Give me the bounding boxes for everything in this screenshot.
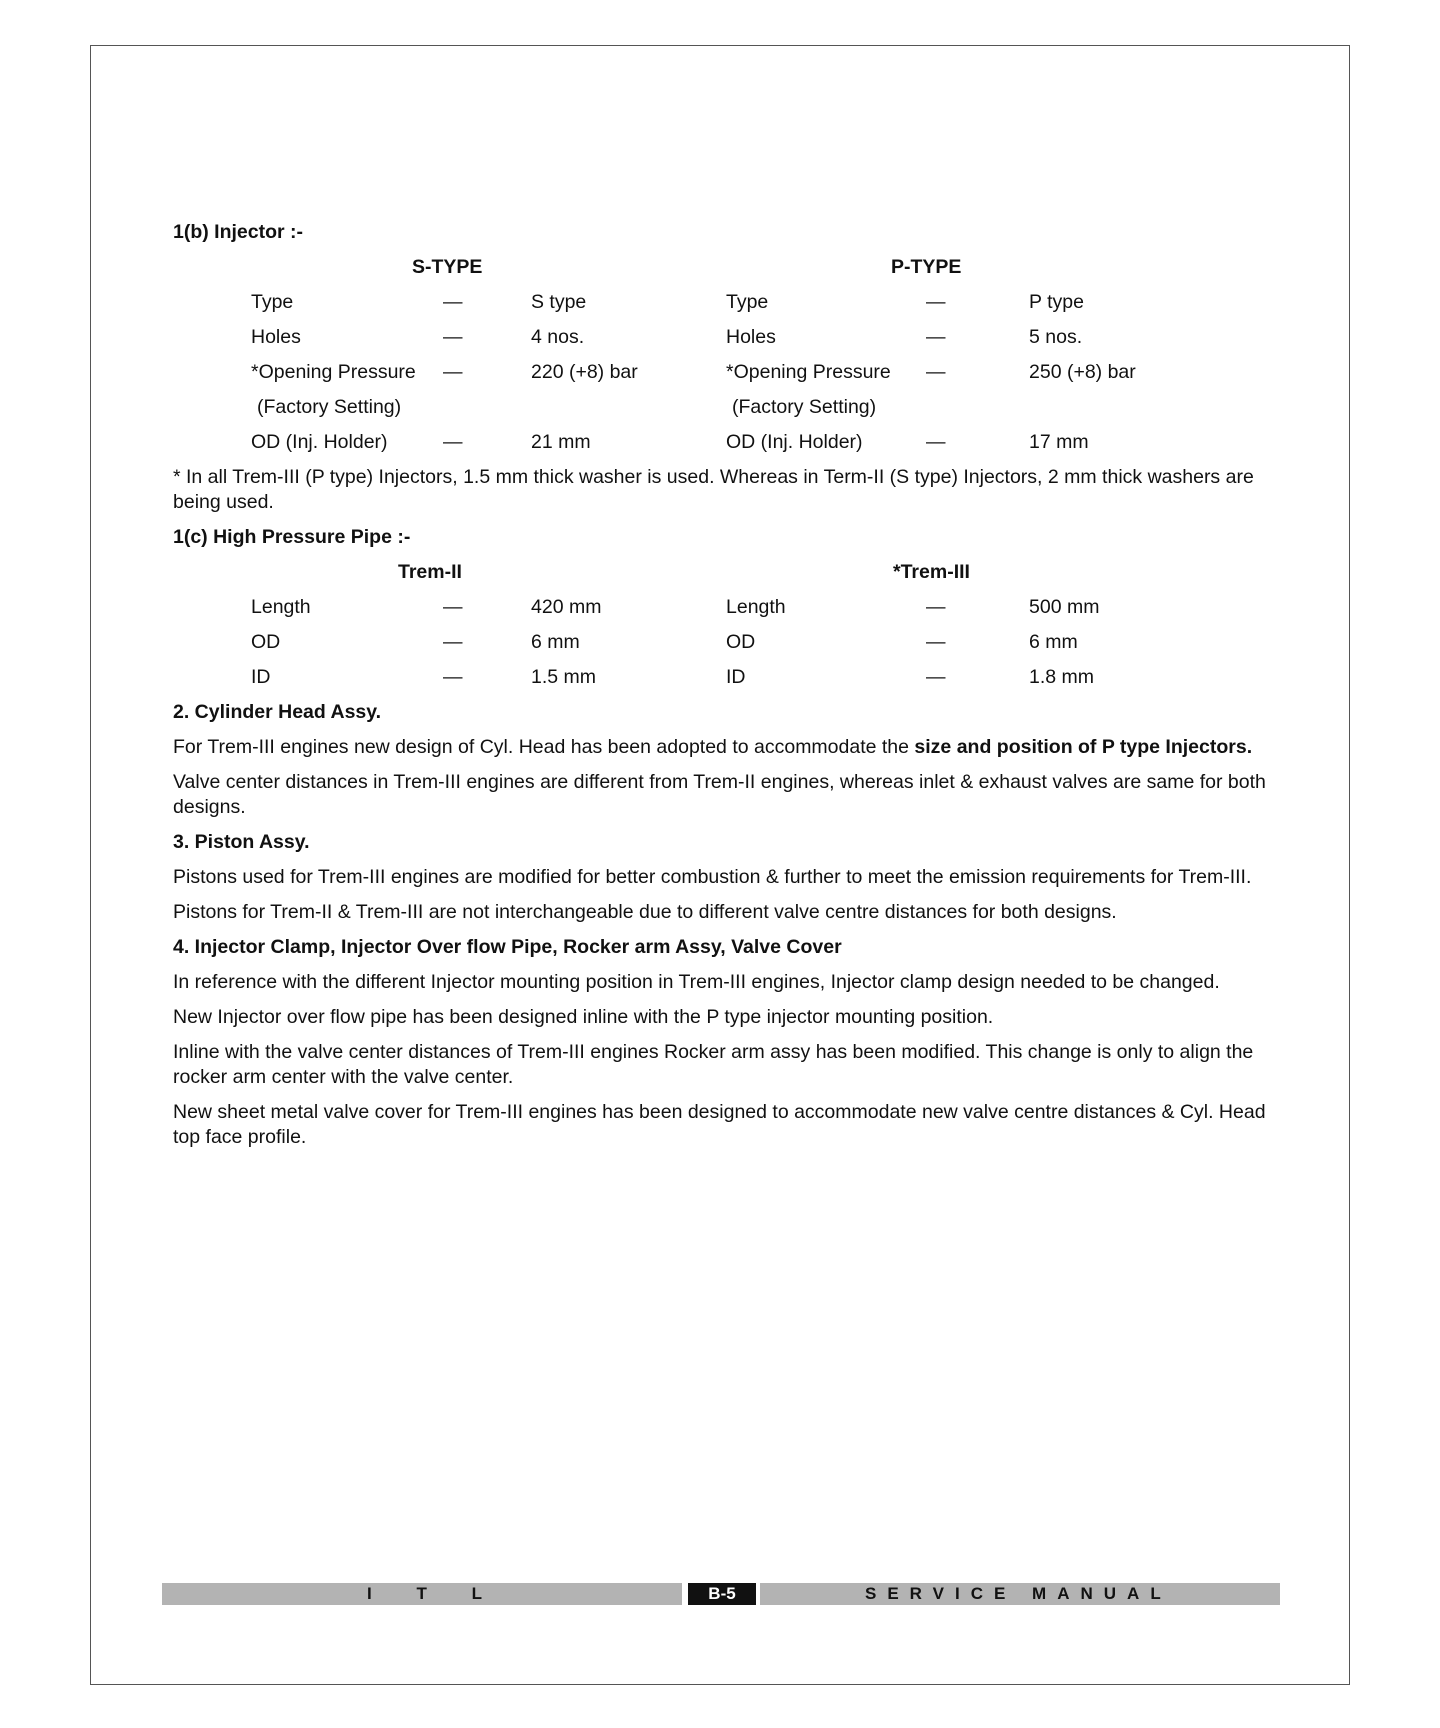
- cylinder-head-p1-bold: size and position of P type Injectors.: [914, 736, 1253, 758]
- injector-clamp-paragraph-1: In reference with the different Injector mounting position in Trem-III engines, Injector clamp design needed to be changed.: [173, 971, 1220, 993]
- p-label: Holes: [726, 326, 776, 348]
- p-value: 17 mm: [1029, 431, 1089, 453]
- dash: —: [443, 361, 463, 383]
- dash: —: [443, 326, 463, 348]
- table-row: [173, 430, 1273, 465]
- p-label: OD (Inj. Holder): [726, 431, 863, 453]
- p-type-header: P-TYPE: [891, 256, 962, 278]
- p-value: 5 nos.: [1029, 326, 1083, 348]
- s-label: (Factory Setting): [257, 396, 402, 418]
- cylinder-head-heading: 2. Cylinder Head Assy.: [173, 701, 382, 723]
- l-value: 6 mm: [531, 631, 580, 653]
- s-value: S type: [531, 291, 587, 313]
- table-row: [173, 595, 1273, 630]
- injector-clamp-heading: 4. Injector Clamp, Injector Over flow Pipe, Rocker arm Assy, Valve Cover: [173, 936, 842, 958]
- cylinder-head-p1-text: For Trem-III engines new design of Cyl. Head has been adopted to accommodate the: [173, 736, 915, 758]
- s-value: 21 mm: [531, 431, 591, 453]
- dash: —: [926, 326, 946, 348]
- hp-pipe-spec-table: [173, 560, 1273, 700]
- s-value: 4 nos.: [531, 326, 585, 348]
- s-label: Type: [251, 291, 294, 313]
- footer-letter: L: [471, 1584, 482, 1603]
- l-label: OD: [251, 631, 281, 653]
- table-row: [173, 630, 1273, 665]
- l-label: Length: [251, 596, 311, 618]
- r-value: 1.8 mm: [1029, 666, 1095, 688]
- injector-type-headers: [173, 255, 1273, 290]
- footer-company-letters: [367, 1584, 522, 1604]
- table-row: [173, 395, 1273, 430]
- s-label: Holes: [251, 326, 301, 348]
- footer-letter: T: [416, 1584, 427, 1603]
- p-value: P type: [1029, 291, 1084, 313]
- page-content: [173, 220, 1273, 1160]
- p-label: (Factory Setting): [732, 396, 877, 418]
- dash: —: [926, 596, 946, 618]
- page-footer: [162, 1583, 1280, 1605]
- footer-manual-label: SERVICE MANUAL: [865, 1584, 1172, 1603]
- s-type-header: S-TYPE: [412, 256, 483, 278]
- injector-washer-note: * In all Trem-III (P type) Injectors, 1.5 mm thick washer is used. Whereas in Term-II (S type) Injectors, 2 mm thick washers are being used.: [173, 466, 1254, 513]
- dash: —: [443, 666, 463, 688]
- cylinder-head-paragraph-2: Valve center distances in Trem-III engines are different from Trem-II engines, whereas inlet & exhaust valves are same for both designs.: [173, 771, 1266, 818]
- trem-ii-header: Trem-II: [398, 561, 462, 583]
- footer-letter: I: [367, 1584, 372, 1603]
- injector-spec-table: [173, 255, 1273, 465]
- footer-left-band: [162, 1583, 682, 1605]
- injector-clamp-paragraph-3: Inline with the valve center distances of Trem-III engines Rocker arm assy has been modified. This change is only to align the rocker arm center with the valve center.: [173, 1041, 1254, 1088]
- hp-pipe-type-headers: [173, 560, 1273, 595]
- dash: —: [443, 631, 463, 653]
- page-number: B-5: [688, 1583, 756, 1605]
- hp-pipe-heading: 1(c) High Pressure Pipe :-: [173, 526, 411, 548]
- dash: —: [926, 291, 946, 313]
- s-label: OD (Inj. Holder): [251, 431, 388, 453]
- p-value: 250 (+8) bar: [1029, 361, 1136, 383]
- trem-iii-header: *Trem-III: [893, 561, 970, 583]
- dash: —: [443, 431, 463, 453]
- dash: —: [443, 291, 463, 313]
- s-label: *Opening Pressure: [251, 361, 416, 383]
- injector-clamp-paragraph-4: New sheet metal valve cover for Trem-III engines has been designed to accommodate new valve centre distances & Cyl. Head top face profile.: [173, 1101, 1266, 1148]
- r-value: 6 mm: [1029, 631, 1078, 653]
- injector-clamp-paragraph-2: New Injector over flow pipe has been designed inline with the P type injector mounting position.: [173, 1006, 994, 1028]
- dash: —: [443, 596, 463, 618]
- piston-heading: 3. Piston Assy.: [173, 831, 310, 853]
- footer-right-band: [760, 1583, 1280, 1605]
- dash: —: [926, 631, 946, 653]
- p-label: *Opening Pressure: [726, 361, 891, 383]
- dash: —: [926, 431, 946, 453]
- table-row: [173, 665, 1273, 700]
- dash: —: [926, 666, 946, 688]
- table-row: [173, 325, 1273, 360]
- piston-paragraph-1: Pistons used for Trem-III engines are modified for better combustion & further to meet the emission requirements for Trem-III.: [173, 866, 1252, 888]
- r-label: Length: [726, 596, 786, 618]
- table-row: [173, 360, 1273, 395]
- l-value: 1.5 mm: [531, 666, 597, 688]
- cylinder-head-paragraph-1: [173, 735, 1273, 760]
- p-label: Type: [726, 291, 769, 313]
- r-value: 500 mm: [1029, 596, 1100, 618]
- l-label: ID: [251, 666, 271, 688]
- table-row: [173, 290, 1273, 325]
- piston-paragraph-2: Pistons for Trem-II & Trem-III are not interchangeable due to different valve centre distances for both designs.: [173, 901, 1117, 923]
- injector-heading: 1(b) Injector :-: [173, 221, 303, 243]
- r-label: OD: [726, 631, 756, 653]
- l-value: 420 mm: [531, 596, 602, 618]
- dash: —: [926, 361, 946, 383]
- s-value: 220 (+8) bar: [531, 361, 638, 383]
- r-label: ID: [726, 666, 746, 688]
